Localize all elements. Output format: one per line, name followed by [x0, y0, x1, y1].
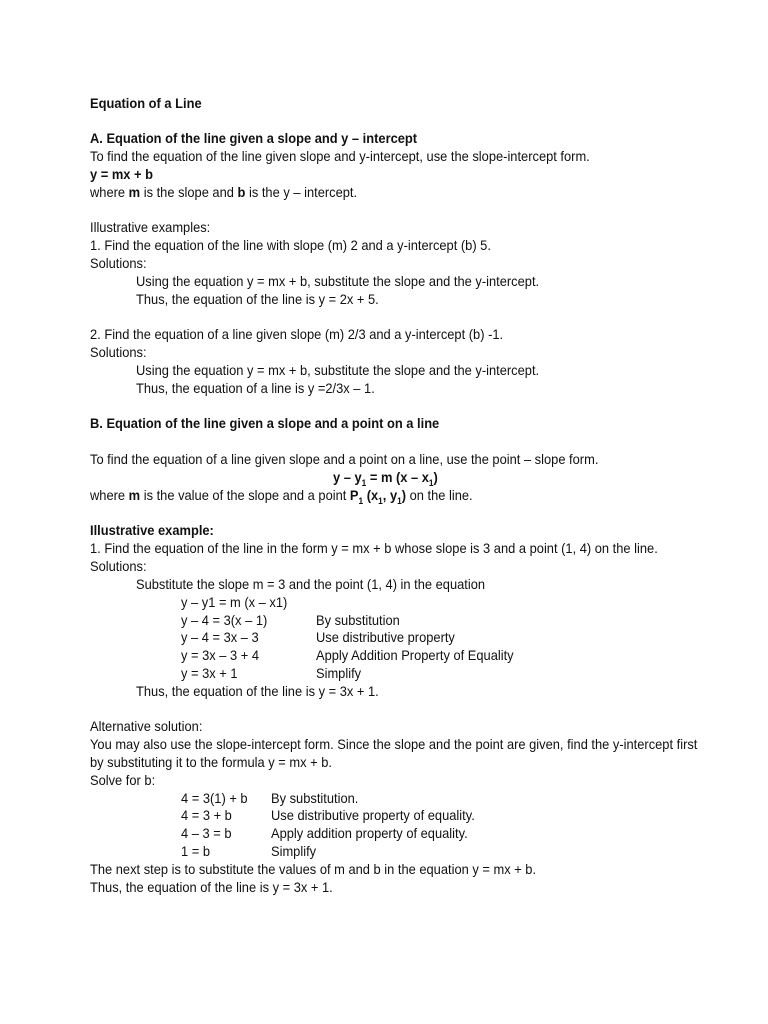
- section-b-intro: To find the equation of a line given slope and a point on a line, use the point – slope form.: [90, 451, 599, 467]
- alternative-solution-label: Alternative solution:: [90, 718, 203, 734]
- where-text: where: [90, 487, 129, 503]
- example-2-step-1: Using the equation y = mx + b, substitute the slope and the y-intercept.: [136, 362, 540, 378]
- example-b1-intro: Substitute the slope m = 3 and the point (1, 4) in the equation: [136, 576, 486, 592]
- example-1-solutions-label: Solutions:: [90, 255, 147, 271]
- alt-step-equation: 1 = b: [181, 843, 211, 859]
- step-note: Simplify: [316, 665, 362, 681]
- formula-part: y – y: [333, 469, 362, 485]
- page-title: Equation of a Line: [90, 95, 202, 111]
- step-note: Apply Addition Property of Equality: [316, 647, 514, 663]
- alt-step-equation: 4 = 3 + b: [181, 807, 232, 823]
- section-a-heading: A. Equation of the line given a slope and y – intercept: [90, 130, 418, 146]
- where-text: where: [90, 184, 129, 200]
- section-a-where: [90, 183, 357, 201]
- example-1-step-2: Thus, the equation of the line is y = 2x + 5.: [136, 291, 379, 307]
- alternative-text-2: by substituting it to the formula y = mx + b.: [90, 754, 332, 770]
- step-equation: y – 4 = 3(x – 1): [181, 612, 268, 628]
- step-equation: y = 3x + 1: [181, 665, 238, 681]
- alt-step-note: By substitution.: [271, 790, 359, 806]
- examples-label: Illustrative examples:: [90, 219, 211, 235]
- where-text: on the line.: [406, 487, 473, 503]
- section-b-where: [90, 486, 473, 510]
- example-b1-problem: 1. Find the equation of the line in the form y = mx + b whose slope is 3 and a point (1, 4) on the line.: [90, 540, 658, 556]
- formula-part: ): [433, 469, 438, 485]
- where-b: b: [237, 184, 246, 200]
- where-m: m: [128, 184, 141, 200]
- alternative-text-1: You may also use the slope-intercept form. Since the slope and the point are given, find the y-intercept first: [90, 736, 698, 752]
- alt-step-equation: 4 = 3(1) + b: [181, 790, 248, 806]
- formula-subscript: 1: [361, 477, 367, 488]
- where-text: is the y – intercept.: [245, 184, 358, 200]
- example-1-step-1: Using the equation y = mx + b, substitute the slope and the y-intercept.: [136, 273, 540, 289]
- step-equation: y – 4 = 3x – 3: [181, 629, 259, 645]
- where-m: m: [128, 487, 141, 503]
- step-equation: y – y1 = m (x – x1): [181, 594, 288, 610]
- example-b1-solutions-label: Solutions:: [90, 558, 147, 574]
- example-b1-conclusion: Thus, the equation of the line is y = 3x + 1.: [136, 683, 379, 699]
- where-p: $P_1$ ($x_1$, $y_1$): [349, 487, 407, 506]
- solve-for-b: Solve for b:: [90, 772, 156, 788]
- alt-step-note: Use distributive property of equality.: [271, 807, 475, 823]
- example-1-problem: 1. Find the equation of the line with slope (m) 2 and a y-intercept (b) 5.: [90, 237, 491, 253]
- alt-step-equation: 4 – 3 = b: [181, 825, 232, 841]
- formula-subscript: 1: [428, 477, 434, 488]
- example-2-solutions-label: Solutions:: [90, 344, 147, 360]
- illustrative-example-label: Illustrative example:: [90, 522, 214, 538]
- section-b-heading: B. Equation of the line given a slope and a point on a line: [90, 415, 440, 431]
- alt-step-note: Apply addition property of equality.: [271, 825, 468, 841]
- step-note: Use distributive property: [316, 629, 455, 645]
- where-text: is the slope and: [140, 184, 238, 200]
- formula-part: = m (x – x: [366, 469, 429, 485]
- alt-step-note: Simplify: [271, 843, 317, 859]
- section-a-intro: To find the equation of the line given slope and y-intercept, use the slope-intercept form.: [90, 148, 590, 164]
- section-a-formula: y = mx + b: [90, 166, 154, 182]
- alternative-next-step: The next step is to substitute the values of m and b in the equation y = mx + b.: [90, 861, 537, 877]
- alternative-conclusion: Thus, the equation of the line is y = 3x + 1.: [90, 879, 333, 895]
- where-text: is the value of the slope and a point: [140, 487, 350, 503]
- example-2-step-2: Thus, the equation of a line is y =2/3x – 1.: [136, 380, 375, 396]
- step-equation: y = 3x – 3 + 4: [181, 647, 260, 663]
- step-note: By substitution: [316, 612, 400, 628]
- example-2-problem: 2. Find the equation of a line given slope (m) 2/3 and a y-intercept (b) -1.: [90, 326, 504, 342]
